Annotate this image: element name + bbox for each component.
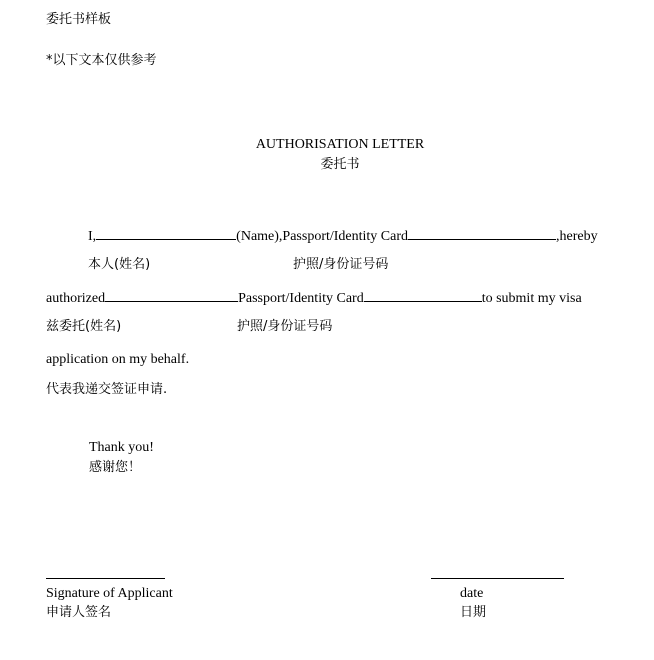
thanks-zh: 感谢您！ (89, 460, 142, 475)
template-title: 委托书样板 (46, 12, 112, 27)
passport-blank-2[interactable] (364, 288, 482, 302)
reference-note: *以下文本仅供参考 (46, 53, 157, 68)
line1-suffix: ,hereby (556, 229, 598, 244)
line1-zh-passport: 护照/身份证号码 (293, 257, 389, 272)
line2-zh-name: 兹委托(姓名) (46, 319, 122, 334)
statement-line-1 (88, 226, 598, 246)
date-line[interactable] (431, 578, 564, 579)
line2-passport-label: Passport/Identity Card (238, 291, 364, 306)
signature-line[interactable] (46, 578, 165, 579)
passport-blank-1[interactable] (408, 226, 556, 240)
date-label-en: date (460, 586, 484, 601)
name-blank-2[interactable] (105, 288, 238, 302)
letter-title-zh: 委托书 (320, 157, 360, 172)
signature-label-zh: 申请人签名 (46, 605, 112, 620)
line1-zh-name: 本人(姓名) (88, 257, 151, 272)
line2-zh-passport: 护照/身份证号码 (237, 319, 333, 334)
thanks-en: Thank you! (89, 440, 154, 455)
statement-line-3-zh: 代表我递交签证申请. (46, 382, 168, 397)
line1-name-label: (Name),Passport/Identity Card (236, 229, 409, 244)
statement-line-2 (46, 288, 582, 308)
line2-prefix: authorized (46, 291, 106, 306)
line1-prefix: I, (88, 229, 97, 244)
statement-line-3: application on my behalf. (46, 352, 190, 367)
signature-label-en: Signature of Applicant (46, 586, 173, 601)
date-label-zh: 日期 (460, 605, 487, 620)
line2-suffix: to submit my visa (481, 291, 582, 306)
name-blank-1[interactable] (96, 226, 236, 240)
letter-title-en: AUTHORISATION LETTER (255, 137, 425, 152)
